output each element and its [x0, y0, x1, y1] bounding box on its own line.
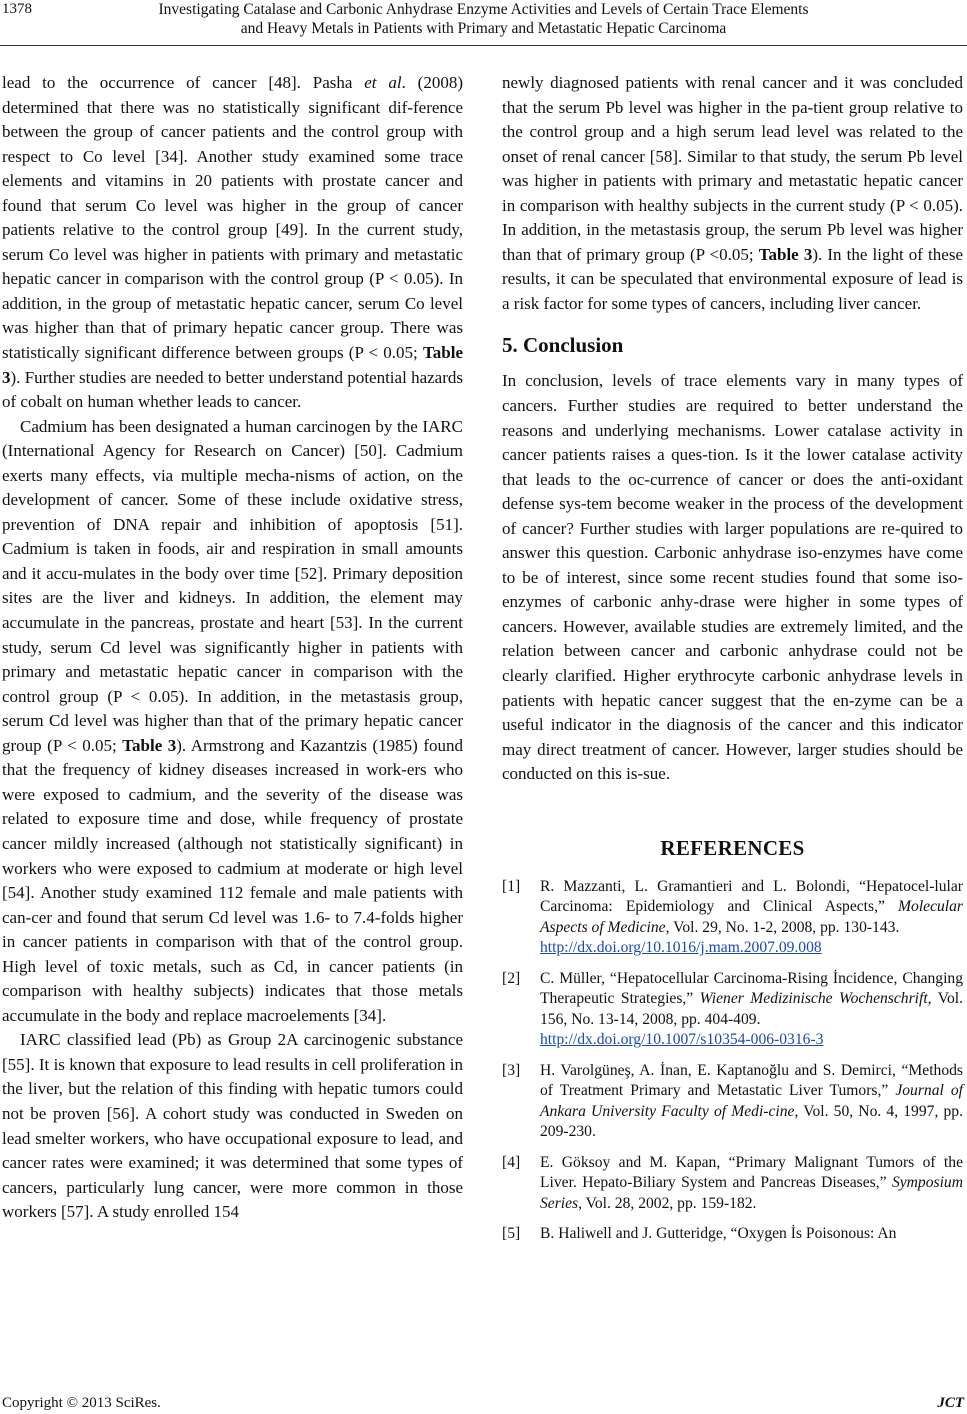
left-column: [2, 71, 463, 1225]
running-title: [140, 0, 827, 38]
running-title-line-1: Investigating Catalase and Carbonic Anhydrase Enzyme Activities and Levels of Certain Trace Elements: [158, 1, 809, 18]
reference-text: [540, 969, 963, 1051]
conclusion-heading: 5. Conclusion: [502, 333, 624, 358]
references-heading: REFERENCES: [660, 835, 805, 860]
running-title-line-2: and Heavy Metals in Patients with Primary and Metastatic Hepatic Carcinoma: [240, 20, 727, 37]
reference-number: [1]: [502, 877, 521, 895]
paragraph-lead-continued: [502, 71, 963, 316]
reference-item: [502, 1153, 963, 1215]
reference-text: [540, 1061, 963, 1143]
paragraph-cobalt: [2, 71, 463, 415]
page-header: [0, 0, 967, 44]
text-run: Cadmium has been designated a human carcinogen by the IARC (International Agency for Research on Cancer) [50]. Cadmium exerts many effects, via multiple mecha-nisms of action, on the development of cancer. Some of these include oxidative stress, prevention of DNA repair and inhibition of apoptosis [51]. Cadmium is taken in foods, air and respiration in small amounts and it accu-mulates in the body over time [52]. Primary deposition sites are the liver and kidneys. In addition, the element may accumulate in the pancreas, prostate and heart [53]. In the current study, serum Cd level was significantly higher in patients with primary and metastatic hepatic cancer in comparison with the control group (P < 0.05). In addition, in the metastasis group, serum Cd level was higher than that of the primary hepatic cancer group (P < 0.05;: [2, 416, 463, 755]
text-run: lead to the occurrence of cancer [48]. Pasha: [2, 73, 365, 92]
text-run: R. Mazzanti, L. Gramantieri and L. Bolondi, “Hepatocel-lular Carcinoma: Epidemiology and Clinical Aspects,”: [540, 877, 963, 916]
reference-number: [4]: [502, 1153, 521, 1171]
paragraph-lead: IARC classified lead (Pb) as Group 2A carcinogenic substance [55]. It is known that exposure to lead results in cell proliferation in the liver, but the relation of this finding with hepatic tumors could not be proven [56]. A cohort study was conducted in Sweden on lead smelter workers, who have occupational exposure to lead, and cancer rates were examined; it was determined that some types of cancers, particularly lung cancer, were more common in those workers [57]. A study enrolled 154: [2, 1030, 463, 1222]
journal-name: Symposium Series: [540, 1174, 963, 1212]
paragraph-cadmium: [2, 415, 463, 1029]
text-run: , Vol. 156, No. 13-14, 2008, pp. 404-409.: [540, 990, 963, 1028]
page-number: 1378: [2, 1, 32, 17]
footer-copyright: Copyright © 2013 SciRes.: [2, 1395, 161, 1411]
journal-name: Wiener Medizinische Wochenschrift: [699, 990, 928, 1008]
table-reference: Table 3: [758, 244, 813, 264]
reference-text: [540, 1224, 963, 1245]
text-run: E. Göksoy and M. Kapan, “Primary Malignant Tumors of the Liver. Hepato-Biliary System and Pancreas Diseases,”: [540, 1153, 963, 1192]
text-run: , Vol. 29, No. 1-2, 2008, pp. 130-143.: [665, 918, 900, 936]
table-reference: Table 3: [122, 735, 177, 755]
doi-link[interactable]: http://dx.doi.org/10.1007/s10354-006-0316-3: [540, 1031, 824, 1049]
text-run: ). Armstrong and Kazantzis (1985) found that the frequency of kidney diseases increased in work-ers who were exposed to cadmium, and the severity of the disease was related to exposure time and dose, while frequency of prostate cancer mildly increased (although not statistically significant) in workers who were exposed to cadmium at moderate or high level [54]. Another study examined 112 female and male patients with can-cer and found that serum Cd level was 1.6- to 7.4-folds higher in cancer patients in comparison with that of the control group. High level of toxic metals, such as Cd, in cancer patients (in comparison with healthy subjects) indicates that those metals accumulate in the body and replace macroelements [34].: [2, 735, 463, 1025]
text-run: B. Haliwell and J. Gutteridge, “Oxygen İs Poisonous: An: [540, 1225, 897, 1243]
reference-number: [2]: [502, 969, 521, 987]
text-run: . (2008) determined that there was no statistically significant dif-ference between the group of cancer patients and the control group with respect to Co level [34]. Another study examined some trace elements and vitamins in 20 patients with prostate cancer and found that serum Co level was higher in the group of cancer patients relative to the control group [49]. In the current study, serum Co level was higher in patients with primary and metastatic hepatic cancer in comparison with the control group (P < 0.05). In addition, in the group of metastatic hepatic cancer, serum Co level was higher than that of primary hepatic cancer group. There was statistically significant difference between groups (P < 0.05;: [2, 73, 463, 363]
text-run: , Vol. 28, 2002, pp. 159-182.: [578, 1194, 757, 1212]
text-run: newly diagnosed patients with renal cancer and it was concluded that the serum Pb level was higher in the pa-tient group relative to the control group and a high serum lead level was related to the onset of renal cancer [58]. Similar to that study, the serum Pb level was higher in patients with primary and metastatic hepatic cancer in comparison with healthy subjects in the current study (P < 0.05). In addition, in the metastasis group, the serum Pb level was higher than that of primary group (P <0.05;: [502, 73, 963, 264]
header-divider: [0, 45, 967, 46]
footer-journal-abbrev: JCT: [937, 1395, 964, 1411]
reference-item: [502, 1224, 963, 1245]
text-run: H. Varolgüneş, A. İnan, E. Kaptanoğlu and S. Demirci, “Methods of Treatment Primary and Metastatic Liver Tumors,”: [540, 1061, 963, 1100]
reference-item: [502, 1061, 963, 1143]
reference-text: [540, 877, 963, 959]
text-run: ). Further studies are needed to better understand potential hazards of cobalt on human whether leads to cancer.: [2, 367, 463, 412]
reference-text: [540, 1153, 963, 1215]
reference-number: [3]: [502, 1061, 521, 1079]
reference-number: [5]: [502, 1225, 521, 1243]
reference-item: [502, 877, 963, 959]
italic-text: et al: [364, 73, 402, 92]
reference-item: [502, 969, 963, 1051]
text-run: , Vol. 50, No. 4, 1997, pp. 209-230.: [540, 1102, 963, 1141]
journal-name: Journal of Ankara University Faculty of Medi-cine: [540, 1082, 963, 1120]
text-run: C. Müller, “Hepatocellular Carcinoma-Rising İncidence, Changing Therapeutic Strategies,”: [540, 969, 963, 1008]
table-reference: Table 3: [2, 343, 463, 387]
conclusion-paragraph: In conclusion, levels of trace elements vary in many types of cancers. Further studies are required to better understand the reasons and underlying mechanisms. Lower catalase activity in cancer patients raises a ques-tion. Is it the lower catalase activity that leads to the oc-currence of cancer or does the anti-oxidant defense sys-tem become weaker in the process of the development of cancer? Further studies with larger populations are re-quired to answer this question. Carbonic anhydrase iso-enzymes have come to be of interest, since some recent studies found that some iso-enzymes of carbonic anhy-drase were higher in some types of cancers. However, available studies are extremely limited, and the relation between cancer and carbonic anhydrase could not be clearly clarified. Higher erythrocyte carbonic anhydrase levels in patients with hepatic cancer suggest that the en-zyme can be a useful indicator in the diagnosis of the cancer and this indicator may direct treatment of cancer. However, larger studies should be conducted on this is-sue.: [502, 371, 963, 784]
doi-link[interactable]: http://dx.doi.org/10.1016/j.mam.2007.09.008: [540, 939, 822, 957]
right-column: [502, 71, 963, 1255]
reference-list: [502, 877, 963, 1245]
text-run: ). In the light of these results, it can be speculated that environmental exposure of lead is a risk factor for some types of cancers, including liver cancer.: [502, 244, 963, 313]
journal-name: Molecular Aspects of Medicine: [540, 898, 963, 936]
